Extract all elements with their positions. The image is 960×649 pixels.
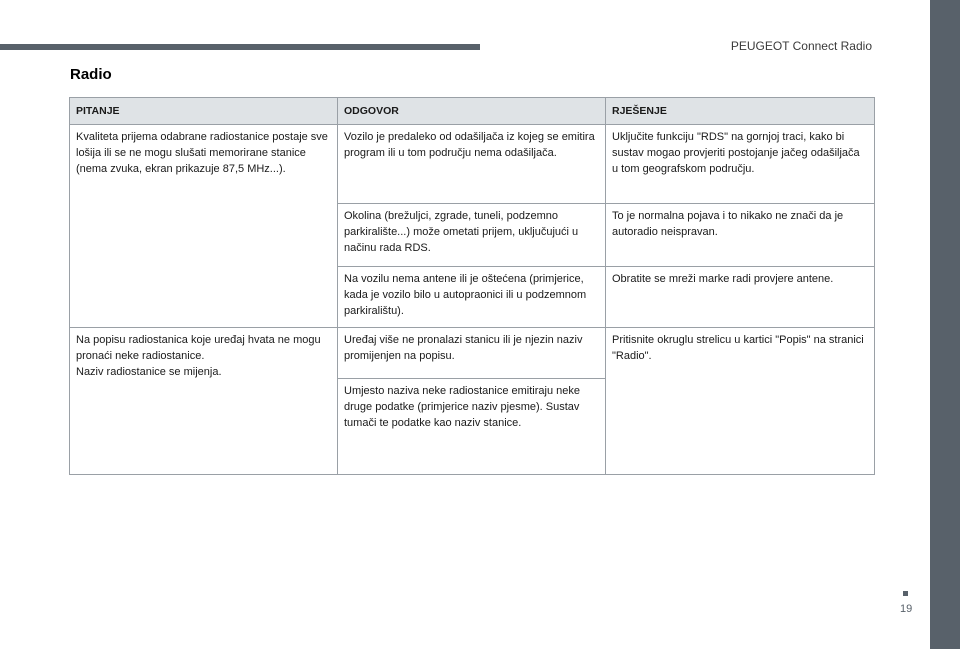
header-rule: [0, 44, 480, 50]
column-header-solution: RJEŠENJE: [606, 98, 875, 125]
side-strip: [930, 0, 960, 649]
question-cell: Na popisu radiostanica koje uređaj hvata ne mogu pronaći neke radiostanice. Naziv radiostanice se mijenja.: [70, 328, 338, 475]
answer-cell: Okolina (brežuljci, zgrade, tuneli, podzemno parkiralište...) može ometati prijem, uključujući u načinu rada RDS.: [338, 204, 606, 267]
solution-cell: To je normalna pojava i to nikako ne znači da je autoradio neispravan.: [606, 204, 875, 267]
answer-cell: Umjesto naziva neke radiostanice emitiraju neke druge podatke (primjerice naziv pjesme). Sustav tumači te podatke kao naziv stanice.: [338, 379, 606, 475]
solution-cell: Pritisnite okruglu strelicu u kartici "Popis" na stranici "Radio".: [606, 328, 875, 475]
answer-cell: Uređaj više ne pronalazi stanicu ili je njezin naziv promijenjen na popisu.: [338, 328, 606, 379]
question-cell: Kvaliteta prijema odabrane radiostanice postaje sve lošija ili se ne mogu slušati memorirane stanice (nema zvuka, ekran prikazuje 87,5 MHz...).: [70, 125, 338, 328]
header-title: PEUGEOT Connect Radio: [730, 39, 872, 53]
solution-cell: Uključite funkciju "RDS" na gornjoj traci, kako bi sustav mogao provjeriti postojanje jačeg odašiljača u tom geografskom području.: [606, 125, 875, 204]
table-row: [70, 328, 875, 379]
column-header-question: PITANJE: [70, 98, 338, 125]
column-header-answer: ODGOVOR: [338, 98, 606, 125]
page-marker-icon: [903, 591, 908, 596]
table-header-row: [70, 98, 875, 125]
table-row: [70, 125, 875, 204]
answer-cell: Vozilo je predaleko od odašiljača iz kojeg se emitira program ili u tom području nema odašiljača.: [338, 125, 606, 204]
solution-cell: Obratite se mreži marke radi provjere antene.: [606, 267, 875, 328]
troubleshooting-table: [69, 97, 875, 475]
section-title: Radio: [70, 66, 112, 83]
answer-cell: Na vozilu nema antene ili je oštećena (primjerice, kada je vozilo bilo u autopraonici ili u podzemnom parkiralištu).: [338, 267, 606, 328]
page-number: 19: [900, 603, 913, 615]
